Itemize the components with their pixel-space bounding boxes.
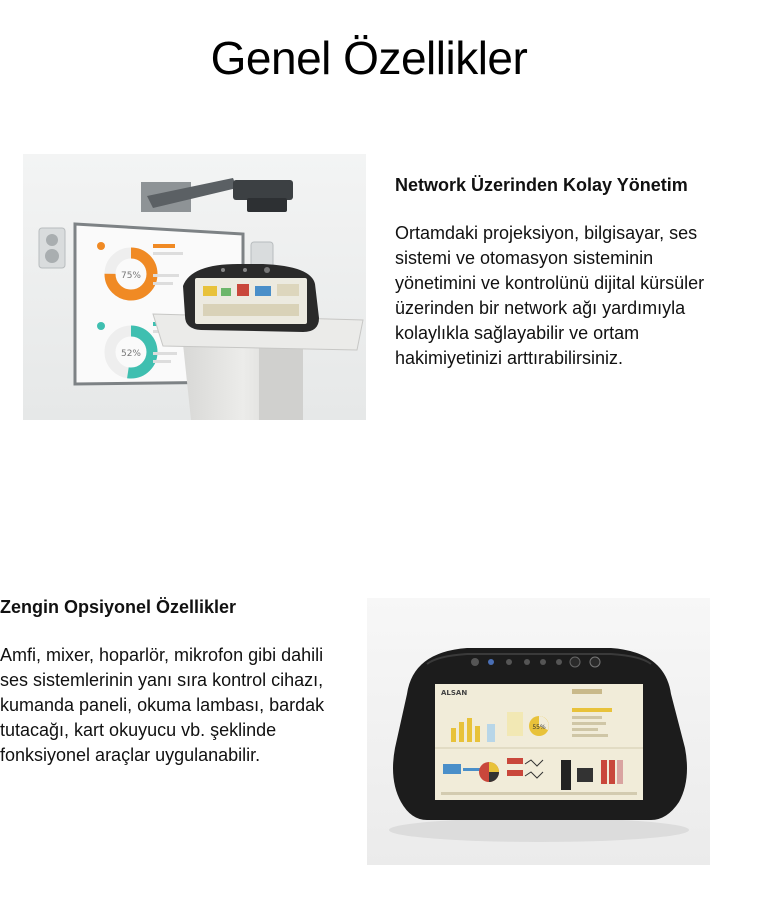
body-line: tutacağı, kart okuyucu vb. şeklinde	[0, 720, 277, 740]
board-value-teal: 52%	[120, 349, 142, 359]
body-line: yönetimini ve kontrolünü dijital kürsüler	[395, 273, 705, 293]
screen-brand-text: ALSAN	[441, 689, 468, 697]
board-value-orange: 75%	[120, 271, 142, 281]
body-line: Ortamdaki projeksiyon, bilgisayar, ses	[395, 223, 698, 243]
body-line: Amfi, mixer, hoparlör, mikrofon gibi dahili	[0, 645, 324, 665]
page-title: Genel Özellikler	[210, 31, 528, 84]
body-line: ses sistemlerinin yanı sıra kontrol cihazı,	[0, 670, 324, 690]
body-line: fonksiyonel araçlar uygulanabilir.	[0, 745, 261, 765]
section-body	[395, 221, 755, 371]
screen-percent-text: 55%	[532, 724, 546, 731]
podium-control-screen-image	[367, 598, 710, 865]
digital-podium-classroom-image	[23, 154, 366, 420]
body-line: kolaylıkla sağlayabilir ve ortam	[395, 323, 640, 343]
section-optional-features	[0, 594, 364, 768]
body-line: kumanda paneli, okuma lambası, bardak	[0, 695, 325, 715]
section-heading: Zengin Opsiyonel Özellikler	[0, 597, 237, 617]
body-line: üzerinden bir network ağı yardımıyla	[395, 298, 686, 318]
section-body	[0, 643, 364, 768]
body-line: sistemi ve otomasyon sisteminin	[395, 248, 654, 268]
section-heading: Network Üzerinden Kolay Yönetim	[395, 175, 688, 195]
body-line: hakimiyetinizi arttırabilirsiniz.	[395, 348, 624, 368]
section-network-management	[395, 172, 755, 371]
